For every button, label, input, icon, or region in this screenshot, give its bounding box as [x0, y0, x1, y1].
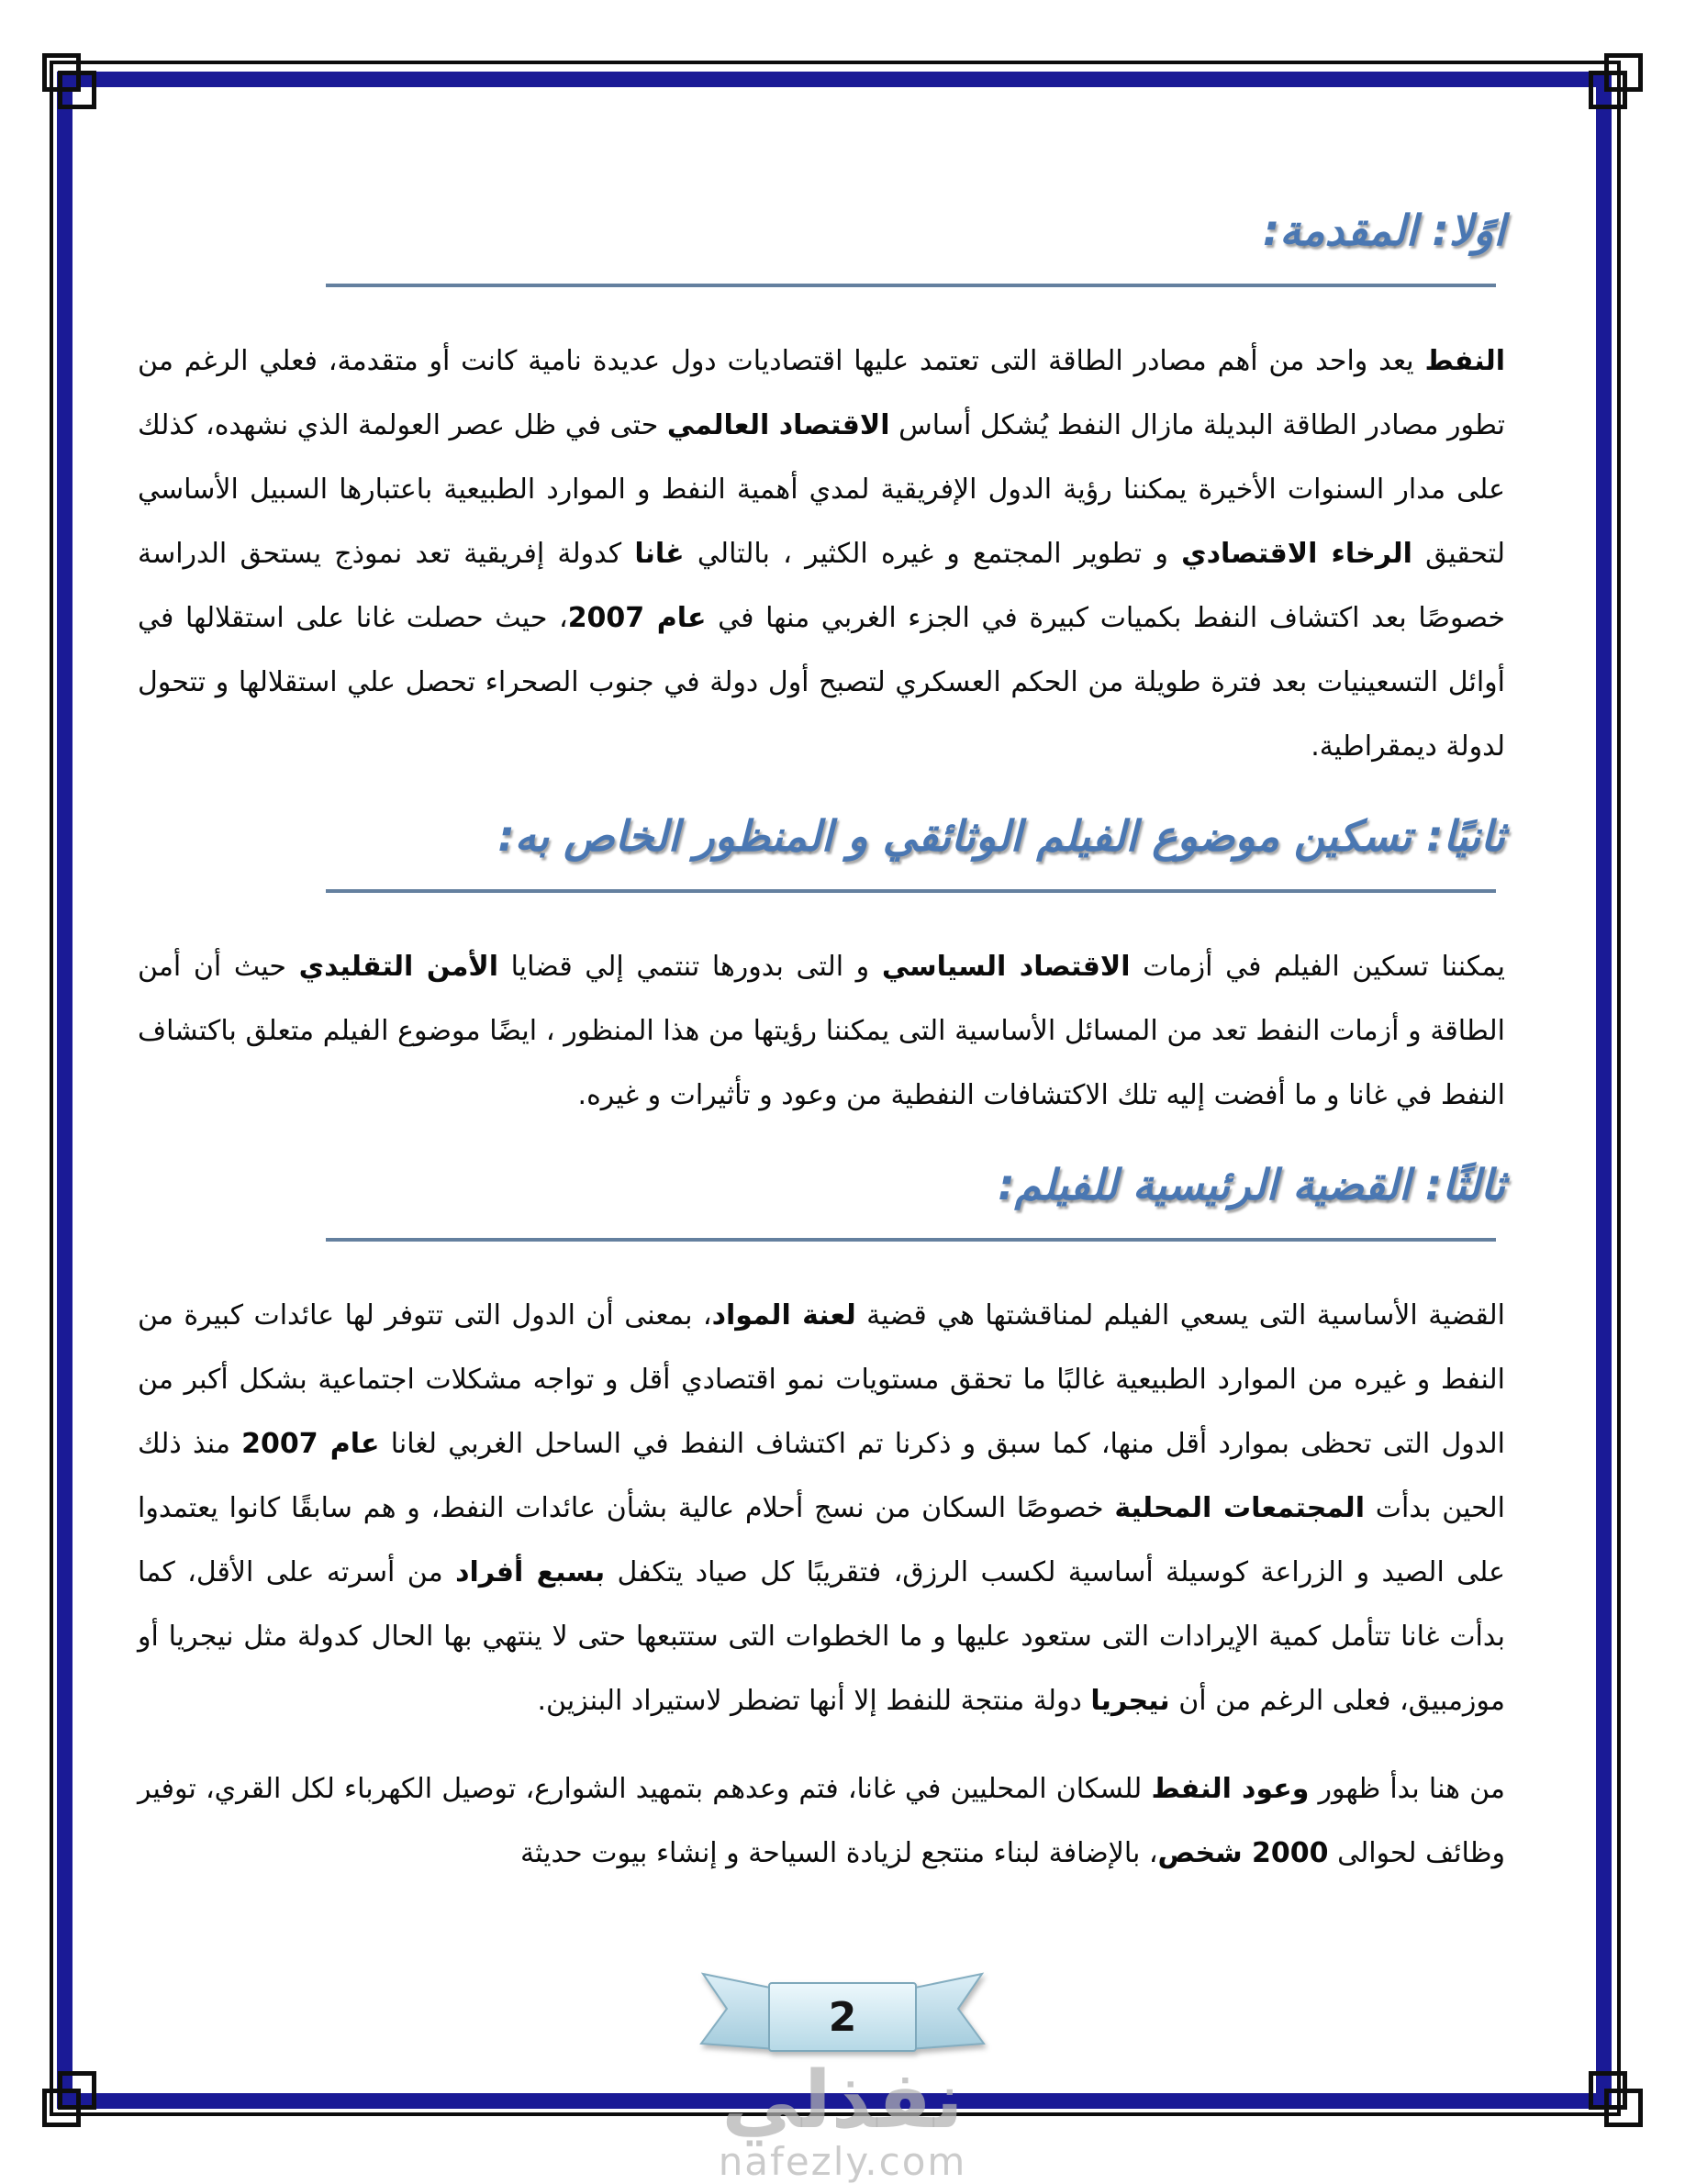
text-run: حتى في ظل عصر العولمة الذي نشهده، كذلك على مدار السنوات الأخيرة يمكننا رؤية الدول الإفريقية لمدي أهمية النفط و الموارد الطبيعية باعتبارها السبيل الأساسي لتحقيق	[138, 409, 1505, 570]
corner-square-icon	[1589, 2071, 1627, 2110]
text-run: و التى بدورها تنتمي إلي قضايا	[498, 951, 882, 983]
emphasis-text-run: لعنة المواد	[711, 1299, 856, 1332]
corner-ornament-top-right	[1542, 53, 1643, 154]
emphasis-text-run: بسبع أفراد	[455, 1556, 606, 1588]
page-number: 2	[828, 1994, 857, 2041]
emphasis-text-run: المجتمعات المحلية	[1114, 1492, 1365, 1524]
promises-paragraph	[138, 1757, 1505, 1886]
text-run: كدولة إفريقية تعد نموذج يستحق الدراسة خصوصًا بعد اكتشاف النفط بكميات كبيرة في الجزء الغربي منها في	[138, 538, 1505, 634]
text-run: حيث أن أمن الطاقة و أزمات النفط تعد من المسائل الأساسية التى يمكننا رؤيتها من هذا المنظور ، ايضًا موضوع الفيلم متعلق باكتشاف النفط في غانا و ما أفضت إليه تلك الاكتشافات النفطية من وعود و تأثيرات و غيره.	[138, 951, 1505, 1111]
text-run: ، حيث حصلت غانا على استقلالها في أوائل التسعينيات بعد فترة طويلة من الحكم العسكري لتصبح أول دولة في جنوب الصحراء تحصل علي استقلالها و تتحول لدولة ديمقراطية.	[138, 602, 1505, 763]
corner-square-icon	[1589, 71, 1627, 109]
emphasis-text-run: الأمن التقليدي	[298, 951, 499, 983]
text-run: ، بمعنى أن الدول التى تتوفر لها عائدات كبيرة من النفط و غيره من الموارد الطبيعية غالبًا ما تحقق مستويات نمو اقتصادي أقل و تواجه مشكلات اجتماعية بشكل أكبر من الدول التى تحظى بموارد أقل منها، كما سبق و ذكرنا تم اكتشاف النفط في الساحل الغربي لغانا	[138, 1299, 1505, 1460]
text-run: دولة منتجة للنفط إلا أنها تضطر لاستيراد البنزين.	[537, 1685, 1091, 1717]
ribbon-right-wing	[909, 1974, 984, 2049]
emphasis-text-run: عام 2007	[567, 602, 707, 634]
corner-ornament-bottom-right	[1542, 2026, 1643, 2127]
ribbon-left-wing	[701, 1974, 776, 2049]
page-number-ribbon	[696, 1968, 989, 2056]
emphasis-text-run: الاقتصاد السياسي	[881, 951, 1131, 983]
text-run: خصوصًا السكان من نسج أحلام عالية بشأن عائدات النفط، و هم سابقًا كانوا يعتمدوا على الصيد و الزراعة كوسيلة أساسية لكسب الرزق، فتقريبًا كل صياد يتكفل	[138, 1492, 1505, 1588]
issue-paragraph	[138, 1284, 1505, 1733]
text-run: يمكننا تسكين الفيلم في أزمات	[1130, 951, 1506, 983]
corner-square-icon	[58, 2071, 96, 2110]
emphasis-text-run: الاقتصاد العالمي	[666, 409, 890, 441]
corner-ornament-top-left	[42, 53, 143, 154]
emphasis-text-run: نيجريا	[1090, 1685, 1170, 1717]
document-body	[138, 0, 1505, 1910]
emphasis-text-run: الرخاء الاقتصادي	[1181, 538, 1412, 570]
emphasis-text-run: النفط	[1424, 345, 1505, 377]
text-run: من أسرته على الأقل، كما بدأت غانا تتأمل كمية الإيرادات التى ستعود عليها و ما الخطوات التى ستتبعها حتى لا ينتهي بها الحال كدولة مثل نيجريا أو موزمبيق، فعلى الرغم من أن	[138, 1556, 1505, 1717]
corner-square-icon	[58, 71, 96, 109]
text-run: من هنا بدأ ظهور	[1309, 1773, 1506, 1805]
issue-heading: ثالثًا: القضية الرئيسية للفيلم:	[998, 1160, 1505, 1209]
intro-heading: اوًلا: المقدمة:	[1262, 206, 1505, 255]
emphasis-text-run: وعود النفط	[1151, 1773, 1310, 1805]
text-run: القضية الأساسية التى يسعي الفيلم لمناقشتها هي قضية	[855, 1299, 1506, 1332]
topic-paragraph	[138, 935, 1505, 1128]
issue-heading-underline	[326, 1238, 1496, 1242]
text-run: منذ ذلك الحين بدأت	[138, 1428, 1505, 1524]
emphasis-text-run: غانا	[634, 538, 685, 570]
emphasis-text-run: عام 2007	[241, 1428, 380, 1460]
text-run: يعد واحد من أهم مصادر الطاقة التى تعتمد عليها اقتصاديات دول عديدة نامية كانت أو متقدمة، فعلي الرغم من تطور مصادر الطاقة البديلة مازال النفط يُشكل أساس	[138, 345, 1505, 441]
watermark-arabic-text: نفذلي	[721, 2055, 964, 2146]
text-run: للسكان المحليين في غانا، فتم وعدهم بتمهيد الشوارع، توصيل الكهرباء لكل القري، توفير وظائف لحوالى	[138, 1773, 1505, 1869]
watermark-domain-text: nafezly.com	[718, 2139, 967, 2184]
topic-heading: ثانيًا: تسكين موضوع الفيلم الوثائقي و المنظور الخاص به:	[497, 811, 1505, 861]
text-run: ، بالإضافة لبناء منتجع لزيادة السياحة و إنشاء بيوت حديثة	[519, 1837, 1158, 1869]
intro-heading-underline	[326, 284, 1496, 287]
intro-paragraph	[138, 329, 1505, 779]
topic-heading-underline	[326, 889, 1496, 893]
corner-ornament-bottom-left	[42, 2026, 143, 2127]
emphasis-text-run: 2000 شخص	[1157, 1837, 1329, 1869]
text-run: و تطوير المجتمع و غيره الكثير ، بالتالي	[684, 538, 1182, 570]
